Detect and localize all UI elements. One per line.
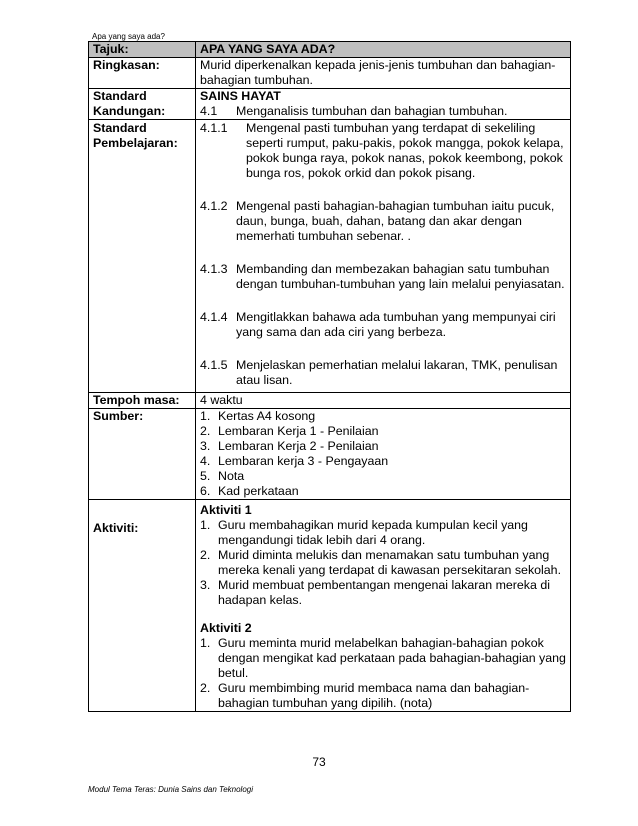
list-item: 3. Lembaran Kerja 2 - Penilaian bbox=[200, 439, 379, 453]
spacer bbox=[200, 292, 566, 310]
standard-kandungan-item bbox=[200, 104, 566, 119]
row-aktiviti bbox=[89, 500, 571, 712]
footer-text: Modul Tema Teras: Dunia Sains dan Teknologi bbox=[88, 785, 253, 794]
standard-kandungan-label-line2: Kandungan: bbox=[93, 104, 166, 118]
row-tempoh-masa bbox=[89, 393, 571, 409]
spacer bbox=[200, 340, 566, 358]
aktiviti-label: Aktiviti: bbox=[89, 500, 196, 712]
sp-item-4-1-5 bbox=[200, 358, 566, 388]
row-standard-kandungan bbox=[89, 89, 571, 120]
running-header: Apa yang saya ada? bbox=[92, 32, 165, 41]
standard-pembelajaran-label-line2: Pembelajaran: bbox=[93, 136, 178, 150]
sp-item-4-1-3 bbox=[200, 262, 566, 292]
item-text: Mengenal pasti tumbuhan yang terdapat di sekeliling seperti rumput, paku-pakis, pokok mangga, pokok kelapa, pokok bunga raya, pokok nanas, pokok keembong, pokok bunga ros, pokok orkid dan pokok pisang. bbox=[246, 121, 564, 180]
ringkasan-label: Ringkasan: bbox=[89, 58, 196, 89]
list-item: 4. Lembaran kerja 3 - Pengayaan bbox=[200, 454, 389, 468]
standard-kandungan-value bbox=[196, 89, 571, 120]
aktiviti-1-list bbox=[200, 518, 566, 608]
standard-pembelajaran-value bbox=[196, 120, 571, 393]
item-code: 4.1.5 bbox=[200, 358, 228, 372]
list-item: 2. Murid diminta melukis dan menamakan satu tumbuhan yang mereka kenali yang terdapat di kawasan persekitaran sekolah. bbox=[200, 548, 562, 577]
sumber-list bbox=[200, 409, 566, 499]
aktiviti-1-title: Aktiviti 1 bbox=[200, 503, 252, 517]
aktiviti-value bbox=[196, 500, 571, 712]
aktiviti-2-title: Aktiviti 2 bbox=[200, 621, 252, 635]
page-number: 73 bbox=[312, 755, 326, 769]
row-tajuk bbox=[89, 42, 571, 58]
item-text: Mengenal pasti bahagian-bahagian tumbuhan iaitu pucuk, daun, bunga, buah, dahan, batang dan akar dengan memerhati tumbuhan sebenar. . bbox=[236, 199, 555, 243]
sumber-label: Sumber: bbox=[89, 409, 196, 500]
sp-item-4-1-1 bbox=[200, 121, 566, 181]
row-sumber bbox=[89, 409, 571, 500]
item-text: Mengitlakkan bahawa ada tumbuhan yang mempunyai ciri yang sama dan ada ciri yang berbeza. bbox=[236, 310, 556, 339]
spacer bbox=[200, 181, 566, 199]
standard-kandungan-label-line1: Standard bbox=[93, 89, 147, 103]
item-code: 4.1.1 bbox=[200, 121, 228, 135]
list-item: 2. Guru membimbing murid membaca nama dan bahagian-bahagian tumbuhan yang dipilih. (nota) bbox=[200, 681, 530, 710]
standard-kandungan-label bbox=[89, 89, 196, 120]
item-code: 4.1 bbox=[200, 104, 218, 118]
list-item: 1. Guru membahagikan murid kepada kumpulan kecil yang mengandungi tidak lebih dari 4 orang. bbox=[200, 518, 528, 547]
spacer bbox=[200, 244, 566, 262]
tajuk-label: Tajuk: bbox=[89, 42, 196, 58]
list-item: 6. Kad perkataan bbox=[200, 484, 299, 498]
sumber-value bbox=[196, 409, 571, 500]
row-ringkasan bbox=[89, 58, 571, 89]
item-code: 4.1.3 bbox=[200, 262, 228, 276]
aktiviti-2-list bbox=[200, 636, 566, 711]
list-item: 3. Murid membuat pembentangan mengenai lakaran mereka di hadapan kelas. bbox=[200, 578, 550, 607]
list-item: 1. Kertas A4 kosong bbox=[200, 409, 316, 423]
list-item: 5. Nota bbox=[200, 469, 245, 483]
item-text: Menjelaskan pemerhatian melalui lakaran, TMK, penulisan atau lisan. bbox=[236, 358, 558, 387]
sp-item-4-1-4 bbox=[200, 310, 566, 340]
section-heading: SAINS HAYAT bbox=[200, 89, 281, 103]
standard-pembelajaran-label-line1: Standard bbox=[93, 121, 147, 135]
tempoh-label: Tempoh masa: bbox=[89, 393, 196, 409]
sp-item-4-1-2 bbox=[200, 199, 566, 244]
item-text: Menganalisis tumbuhan dan bahagian tumbuhan. bbox=[236, 104, 508, 118]
ringkasan-value: Murid diperkenalkan kepada jenis-jenis tumbuhan dan bahagian-bahagian tumbuhan. bbox=[196, 58, 571, 89]
item-text: Membanding dan membezakan bahagian satu tumbuhan dengan tumbuhan-tumbuhan yang lain melalui penyiasatan. bbox=[236, 262, 565, 291]
row-standard-pembelajaran bbox=[89, 120, 571, 393]
tempoh-value: 4 waktu bbox=[196, 393, 571, 409]
standard-pembelajaran-label bbox=[89, 120, 196, 393]
item-code: 4.1.2 bbox=[200, 199, 228, 213]
lesson-plan-table bbox=[88, 41, 571, 712]
item-code: 4.1.4 bbox=[200, 310, 228, 324]
list-item: 1. Guru meminta murid melabelkan bahagian-bahagian pokok dengan mengikat kad perkataan pada bahagian-bahagian yang betul. bbox=[200, 636, 566, 680]
tajuk-value: APA YANG SAYA ADA? bbox=[196, 42, 571, 58]
spacer bbox=[200, 608, 566, 621]
list-item: 2. Lembaran Kerja 1 - Penilaian bbox=[200, 424, 379, 438]
